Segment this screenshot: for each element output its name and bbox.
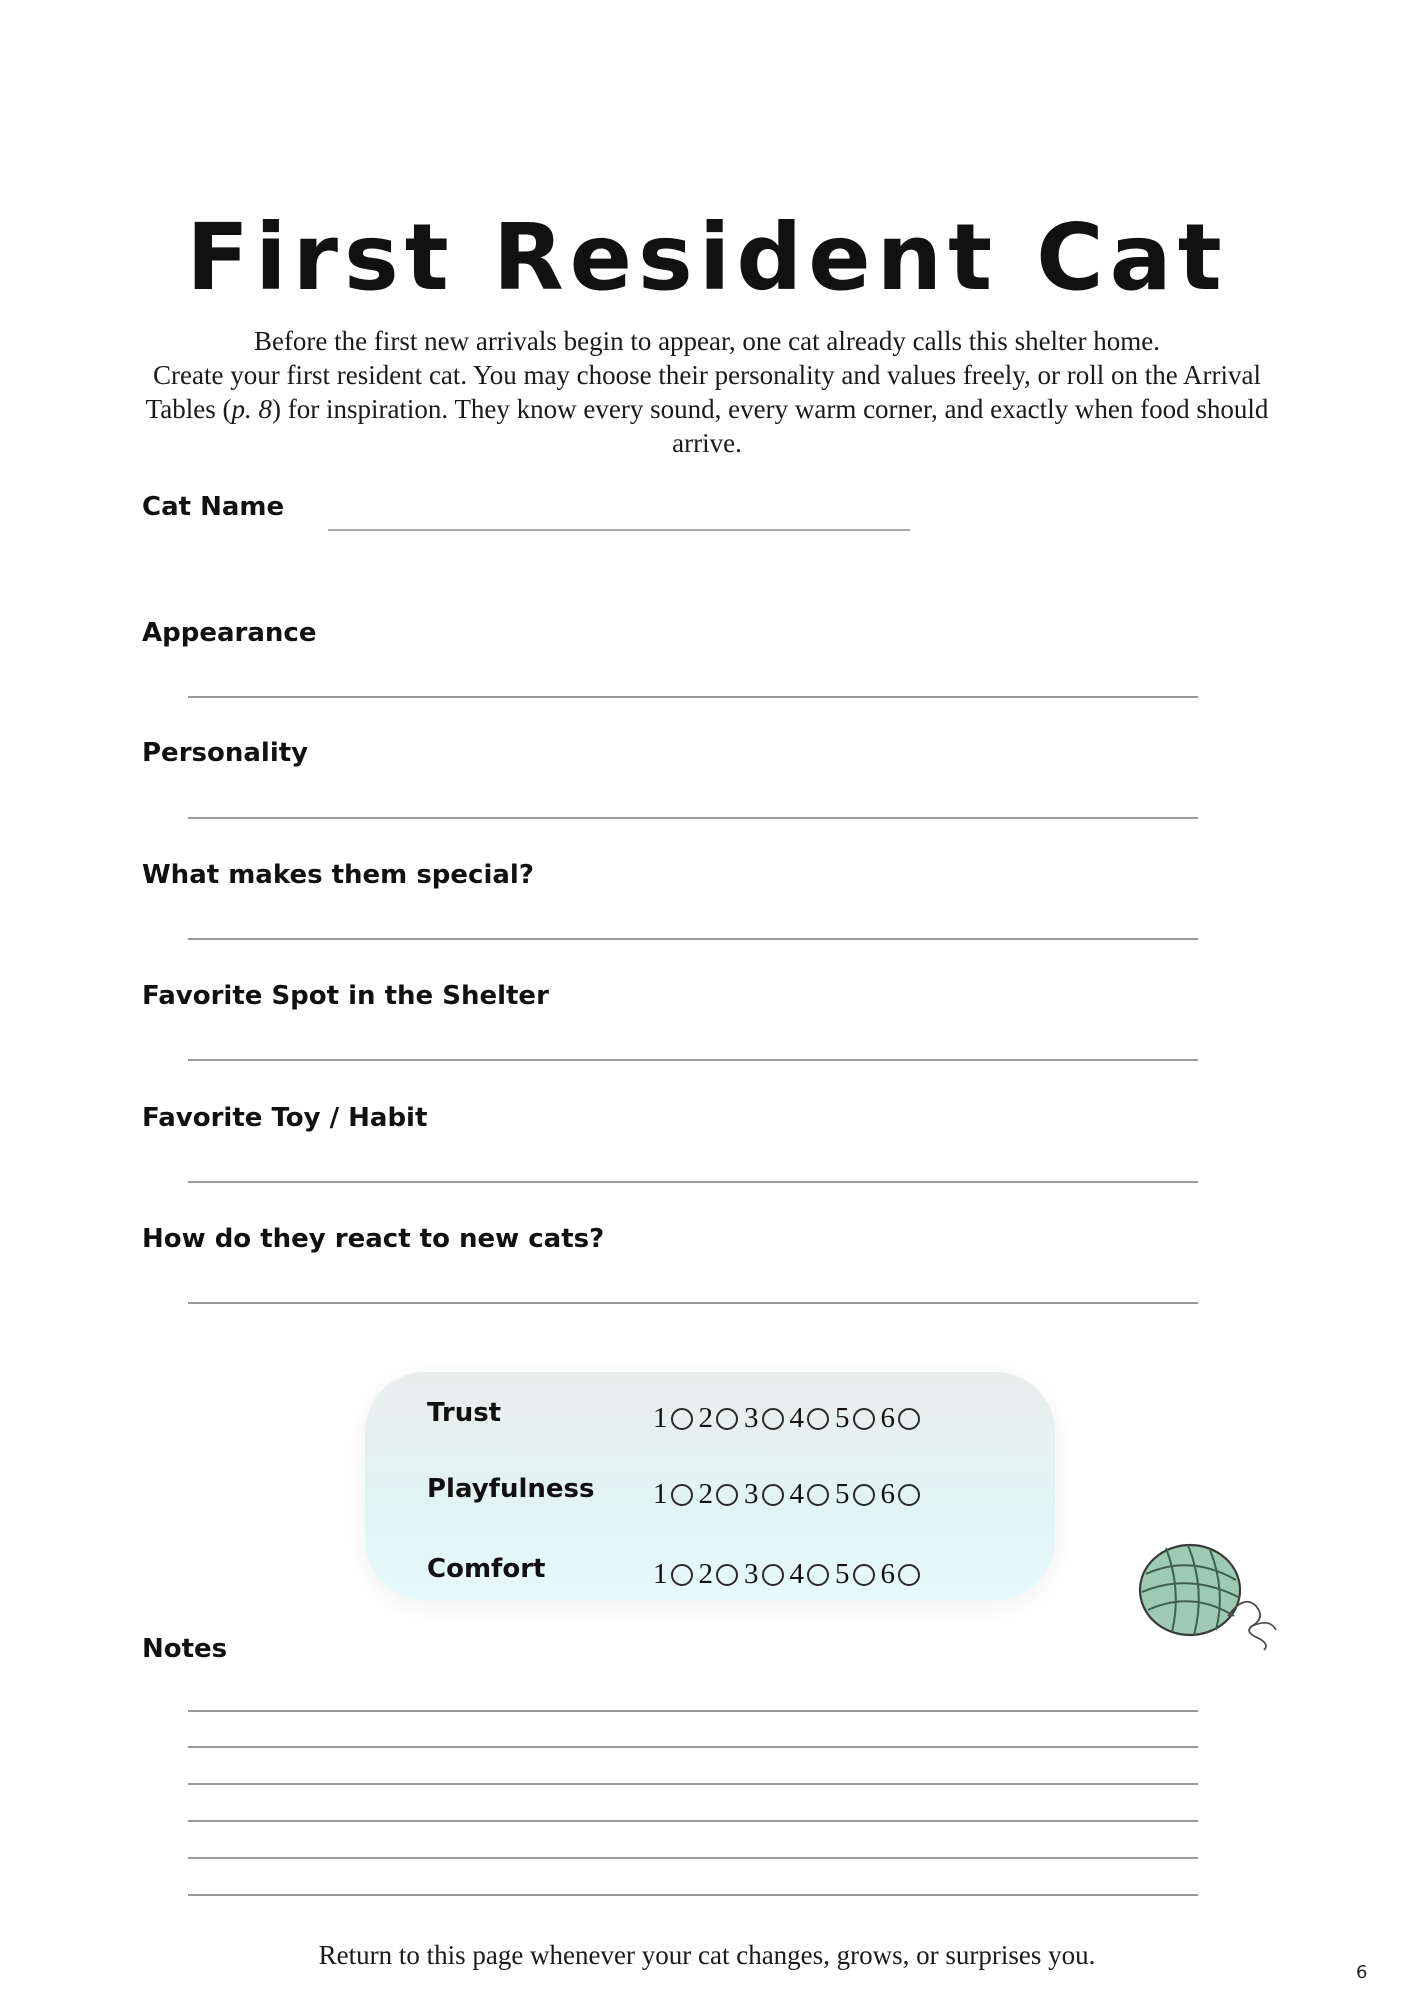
trust-option-1[interactable] bbox=[653, 1404, 693, 1433]
option-number: 3 bbox=[744, 1478, 759, 1510]
notes-label: Notes bbox=[142, 1634, 228, 1664]
notes-line-5[interactable] bbox=[188, 1857, 1198, 1859]
stat-label-comfort: Comfort bbox=[427, 1554, 546, 1584]
comfort-option-5[interactable] bbox=[835, 1560, 875, 1589]
option-number: 5 bbox=[835, 1558, 850, 1590]
stat-row-trust bbox=[365, 1400, 1055, 1440]
radio-circle[interactable] bbox=[716, 1408, 738, 1430]
option-number: 2 bbox=[698, 1478, 713, 1510]
radio-circle[interactable] bbox=[716, 1484, 738, 1506]
option-number: 5 bbox=[835, 1402, 850, 1434]
radio-circle[interactable] bbox=[807, 1408, 829, 1430]
radio-circle[interactable] bbox=[762, 1564, 784, 1586]
comfort-option-2[interactable] bbox=[699, 1560, 739, 1589]
notes-line-1[interactable] bbox=[188, 1710, 1198, 1712]
trust-option-6[interactable] bbox=[881, 1404, 921, 1433]
stat-label-playfulness: Playfulness bbox=[427, 1474, 595, 1504]
radio-circle[interactable] bbox=[671, 1484, 693, 1506]
option-number: 1 bbox=[653, 1402, 668, 1434]
stat-row-comfort bbox=[365, 1556, 1055, 1596]
playfulness-option-3[interactable] bbox=[744, 1480, 784, 1509]
stats-panel bbox=[365, 1372, 1055, 1600]
footer-note: Return to this page whenever your cat changes, grows, or surprises you. bbox=[318, 1940, 1096, 1970]
cat-name-label: Cat Name bbox=[142, 492, 285, 522]
option-number: 6 bbox=[880, 1402, 895, 1434]
appearance-field[interactable] bbox=[188, 696, 1198, 698]
option-number: 4 bbox=[789, 1558, 804, 1590]
reaction-field[interactable] bbox=[188, 1302, 1198, 1304]
intro-line-2 bbox=[140, 358, 1274, 460]
stat-scale-comfort bbox=[653, 1560, 926, 1589]
trust-option-3[interactable] bbox=[744, 1404, 784, 1433]
radio-circle[interactable] bbox=[853, 1408, 875, 1430]
page-title: First Resident Cat bbox=[186, 203, 1228, 311]
trust-option-2[interactable] bbox=[699, 1404, 739, 1433]
radio-circle[interactable] bbox=[671, 1408, 693, 1430]
page-number: 6 bbox=[1356, 1962, 1368, 1983]
cat-name-field[interactable] bbox=[328, 529, 910, 531]
page-reference: p. 8 bbox=[231, 394, 272, 424]
option-number: 4 bbox=[789, 1478, 804, 1510]
notes-line-4[interactable] bbox=[188, 1820, 1198, 1822]
radio-circle[interactable] bbox=[671, 1564, 693, 1586]
stat-row-playfulness bbox=[365, 1476, 1055, 1516]
radio-circle[interactable] bbox=[898, 1408, 920, 1430]
radio-circle[interactable] bbox=[762, 1484, 784, 1506]
option-number: 6 bbox=[880, 1478, 895, 1510]
radio-circle[interactable] bbox=[762, 1408, 784, 1430]
personality-field[interactable] bbox=[188, 817, 1198, 819]
playfulness-option-5[interactable] bbox=[835, 1480, 875, 1509]
option-number: 6 bbox=[880, 1558, 895, 1590]
playfulness-option-1[interactable] bbox=[653, 1480, 693, 1509]
intro-line-1: Before the first new arrivals begin to appear, one cat already calls this shelter home. bbox=[253, 326, 1161, 356]
radio-circle[interactable] bbox=[898, 1484, 920, 1506]
stat-scale-trust bbox=[653, 1404, 926, 1433]
option-number: 3 bbox=[744, 1558, 759, 1590]
favorite-toy-label: Favorite Toy / Habit bbox=[142, 1103, 428, 1133]
intro-text bbox=[140, 324, 1274, 460]
notes-line-2[interactable] bbox=[188, 1746, 1198, 1748]
radio-circle[interactable] bbox=[898, 1564, 920, 1586]
radio-circle[interactable] bbox=[853, 1484, 875, 1506]
playfulness-option-6[interactable] bbox=[881, 1480, 921, 1509]
intro-line-2-start: Create your first resident cat. You may choose their personality and values freely, or roll on the Arrival Tables ( bbox=[145, 360, 1261, 424]
yarn-ball-icon bbox=[1132, 1534, 1282, 1654]
option-number: 1 bbox=[653, 1478, 668, 1510]
option-number: 4 bbox=[789, 1402, 804, 1434]
comfort-option-1[interactable] bbox=[653, 1560, 693, 1589]
personality-label: Personality bbox=[142, 738, 309, 768]
comfort-option-4[interactable] bbox=[790, 1560, 830, 1589]
notes-line-6[interactable] bbox=[188, 1894, 1198, 1896]
option-number: 2 bbox=[698, 1558, 713, 1590]
trust-option-4[interactable] bbox=[790, 1404, 830, 1433]
notes-line-3[interactable] bbox=[188, 1783, 1198, 1785]
favorite-toy-field[interactable] bbox=[188, 1181, 1198, 1183]
stat-scale-playfulness bbox=[653, 1480, 926, 1509]
special-field[interactable] bbox=[188, 938, 1198, 940]
playfulness-option-4[interactable] bbox=[790, 1480, 830, 1509]
trust-option-5[interactable] bbox=[835, 1404, 875, 1433]
option-number: 2 bbox=[698, 1402, 713, 1434]
radio-circle[interactable] bbox=[807, 1564, 829, 1586]
reaction-label: How do they react to new cats? bbox=[142, 1224, 605, 1254]
appearance-label: Appearance bbox=[142, 618, 317, 648]
option-number: 3 bbox=[744, 1402, 759, 1434]
option-number: 5 bbox=[835, 1478, 850, 1510]
option-number: 1 bbox=[653, 1558, 668, 1590]
comfort-option-6[interactable] bbox=[881, 1560, 921, 1589]
favorite-spot-field[interactable] bbox=[188, 1059, 1198, 1061]
radio-circle[interactable] bbox=[716, 1564, 738, 1586]
favorite-spot-label: Favorite Spot in the Shelter bbox=[142, 981, 549, 1011]
stat-label-trust: Trust bbox=[427, 1398, 502, 1428]
intro-line-2-end: ) for inspiration. They know every sound, every warm corner, and exactly when food should arrive. bbox=[271, 394, 1269, 458]
playfulness-option-2[interactable] bbox=[699, 1480, 739, 1509]
special-label: What makes them special? bbox=[142, 860, 534, 890]
comfort-option-3[interactable] bbox=[744, 1560, 784, 1589]
radio-circle[interactable] bbox=[807, 1484, 829, 1506]
radio-circle[interactable] bbox=[853, 1564, 875, 1586]
